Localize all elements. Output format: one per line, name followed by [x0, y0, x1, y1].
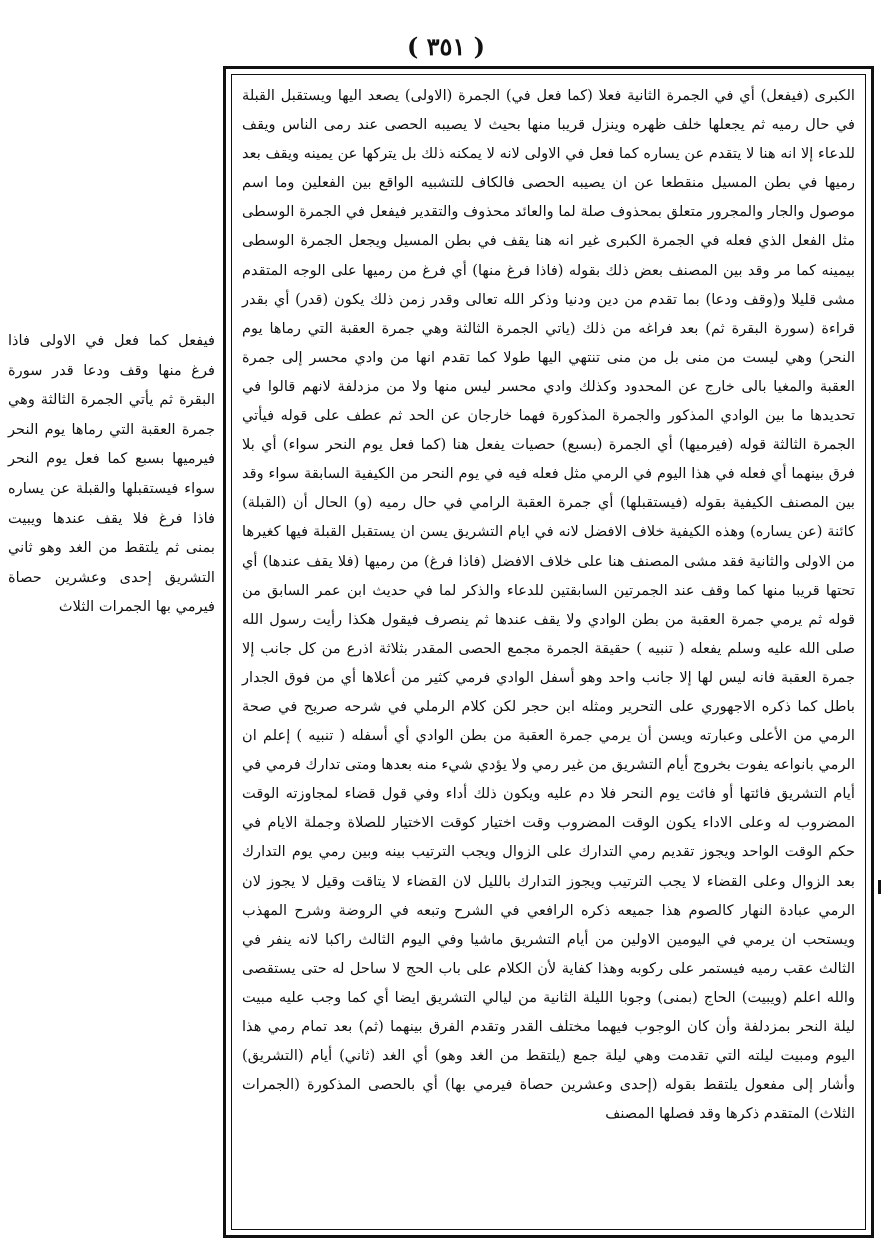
page-number: ( ٣٥١ ) [406, 32, 486, 61]
text-frame [223, 66, 874, 1238]
text-frame-inner [231, 74, 866, 1230]
commentary-text: الكبرى (فيفعل) أي في الجمرة الثانية فعلا (كما فعل في) الجمرة (الاولى) يصعد اليها ويستقبل القبلة في حال رميه ثم يجعلها خلف ظهره وينزل قريبا منها بحيث لا يصيبه الحصى عند رمى الناس ويقف للدعاء إلا انه هنا لا يتقدم عن يساره كما فعل في الاولى لانه لا يمكنه ذلك بل يتركها عن يمينه ويقف بعد رميها في بطن المسيل منقطعا عن ان يصيبه الحصى فالكاف للتشبيه الواقع بين الفعلين وما اسم موصول والجار والمجرور متعلق بمحذوف صلة لما والعائد محذوف والتقدير فيفعل في الجمرة الوسطى مثل الفعل الذي فعله في الجمرة الكبرى غير انه هنا يقف في بطن المسيل ويجعل الجمرة الوسطى بيمينه كما مر وقد بين المصنف بعض ذلك بقوله (فاذا فرغ منها) أي فرغ من رميها على الوجه المتقدم مشى قليلا و(وقف ودعا) بما تقدم من دين ودنيا وذكر الله تعالى وقدر زمن ذلك يكون (قدر) أي بقدر قراءة (سورة البقرة ثم) بعد فراغه من ذلك (ياتي الجمرة الثالثة وهي جمرة العقبة التي رماها يوم النحر) وهي ليست من منى بل من منى تنتهي اليها طولا كما تقدم انها من وادي محسر إلى جمرة العقبة والمغيا بالى خارج عن المحدود وكذلك وادي محسر ليس منها ولا من مزدلفة لانهم قالوا في تحديدها ما بين الوادي المذكور والجمرة المذكورة فهما خارجان عن الحد ثم عطف على قوله فيأتي الجمرة الثالثة قوله (فيرميها) أي الجمرة (بسبع) حصيات يفعل هنا (كما فعل يوم النحر سواء) أي بلا فرق بينهما أي فعله في هذا اليوم في الرمي مثل فعله فيه في يوم النحر من الكيفية السابقة سواء وقد بين المصنف الكيفية بقوله (فيستقبلها) أي جمرة العقبة الرامي في حال رميه (و) الحال أن (القبلة) كائنة (عن يساره) وهذه الكيفية خلاف الافضل لانه في ايام التشريق يسن ان يستقبل القبلة فيها كغيرها من الاولى والثانية فقد مشى المصنف هنا على خلاف الافضل (فاذا فرغ) من رميها (فلا يقف عندها) أي تحتها قريبا منها كما وقف عند الجمرتين السابقتين للدعاء والذكر لما في حديث ابن عمر السابق من قوله ثم يرمي جمرة العقبة من بطن الوادي ولا يقف عندها ثم ينصرف فيقول هكذا رأيت رسول الله صلى الله عليه وسلم يفعله ( تنبيه ) حقيقة الجمرة مجمع الحصى المقدر بثلاثة اذرع من كل جانب إلا جمرة العقبة فانه ليس لها إلا جانب واحد وهو أسفل الوادي فرمي كثير من أعلاها أي من فوق الجدار باطل كما ذكره الاجهوري على التحرير ومثله ابن حجر لكن كلام الرملي في شرحه صريح في صحة الرمي من الأعلى وعبارته ويسن أن يرمي جمرة العقبة من بطن الوادي أي أسفله ( تنبيه ) إعلم ان الرمي بانواعه يفوت بخروج أيام التشريق من غير رمي ولا يؤدي شيء منه بعدها ومتى تدارك فرمي في أيام التشريق فائتها أو فائت يوم النحر فلا دم عليه ويكون ذلك أداء وفي قول قضاء لمجاوزته الوقت المضروب له وعلى الاداء يكون الوقت المضروب وقت اختيار كوقت الاختيار للصلاة وجملة الايام في حكم الوقت الواحد ويجوز تقديم رمي التدارك على الزوال ويجب الترتيب بينه وبين رمي يوم التدارك بعد الزوال وعلى القضاء لا يجب الترتيب ويجوز التدارك بالليل لان القضاء لا يتاقت وقيل لا يجوز لان الرمي عبادة النهار كالصوم هذا جميعه ذكره الرافعي في الشرح وتبعه في الروضة وشرح المهذب ويستحب ان يرمي في اليومين الاولين من أيام التشريق ماشيا وفي اليوم الثالث راكبا لانه ينفر في الثالث عقب رميه فيستمر على ركوبه وهذا كفاية لأن الكلام على باب الحج لا ساحل له حتى يستقصى والله اعلم (ويبيت) الحاج (بمنى) وجوبا الليلة الثانية من ليالي التشريق ايضا أي كما وجب عليه مبيت ليلة النحر بمزدلفة وأن كان الوجوب فيهما مختلف القدر وتقدم الفرق بينهما (ثم) بعد تمام رمي هذا اليوم ومبيت ليلته التي تقدمت وهي ليلة جمع (يلتقط من الغد وهو) أي الغد (ثاني) أيام (التشريق) وأشار إلى مفعول يلتقط بقوله (إحدى وعشرين حصاة فيرمي بها) أي بالحصى المذكورة (الجمرات الثلاث) المتقدم ذكرها وقد فصلها المصنف [242, 87, 855, 1123]
edge-mark [878, 880, 881, 894]
margin-matn-text: فيفعل كما فعل في الاولى فاذا فرغ منها وقف ودعا قدر سورة البقرة ثم يأتي الجمرة الثالثة وهي جمرة العقبة التي رماها يوم النحر فيرميها بسبع كما فعل يوم النحر سواء فيستقبلها والقبلة عن يساره فاذا فرغ فلا يقف عندها ويبيت بمنى ثم يلتقط من الغد وهو ثاني التشريق إحدى وعشرين حصاة فيرمي بها الجمرات الثلاث [8, 332, 215, 616]
